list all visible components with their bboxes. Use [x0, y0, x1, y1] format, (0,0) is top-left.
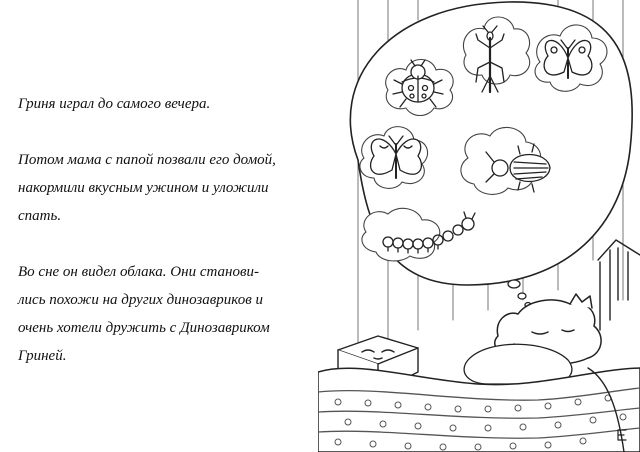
text-line: Гриней.: [18, 348, 67, 364]
story-text: [18, 90, 318, 370]
text-line: Потом мама с папой позвали его домой,: [18, 152, 276, 168]
paragraph-3: [18, 258, 318, 370]
text-line: спать.: [18, 208, 62, 224]
thought-bubbles: [508, 280, 531, 308]
illustration-svg: [318, 0, 640, 452]
coloring-illustration: [318, 0, 640, 452]
paragraph-1: [18, 90, 318, 118]
text-line: Гриня играл до самого вечера.: [18, 96, 211, 112]
text-line: лись похожи на других динозавриков и: [18, 292, 263, 308]
text-line: накормили вкусным ужином и уложили: [18, 180, 269, 196]
text-line: очень хотели дружить с Динозавриком: [18, 320, 270, 336]
text-line: Во сне он видел облака. Они станови-: [18, 264, 259, 280]
bed-headboard: [598, 240, 640, 330]
paragraph-2: [18, 146, 318, 230]
